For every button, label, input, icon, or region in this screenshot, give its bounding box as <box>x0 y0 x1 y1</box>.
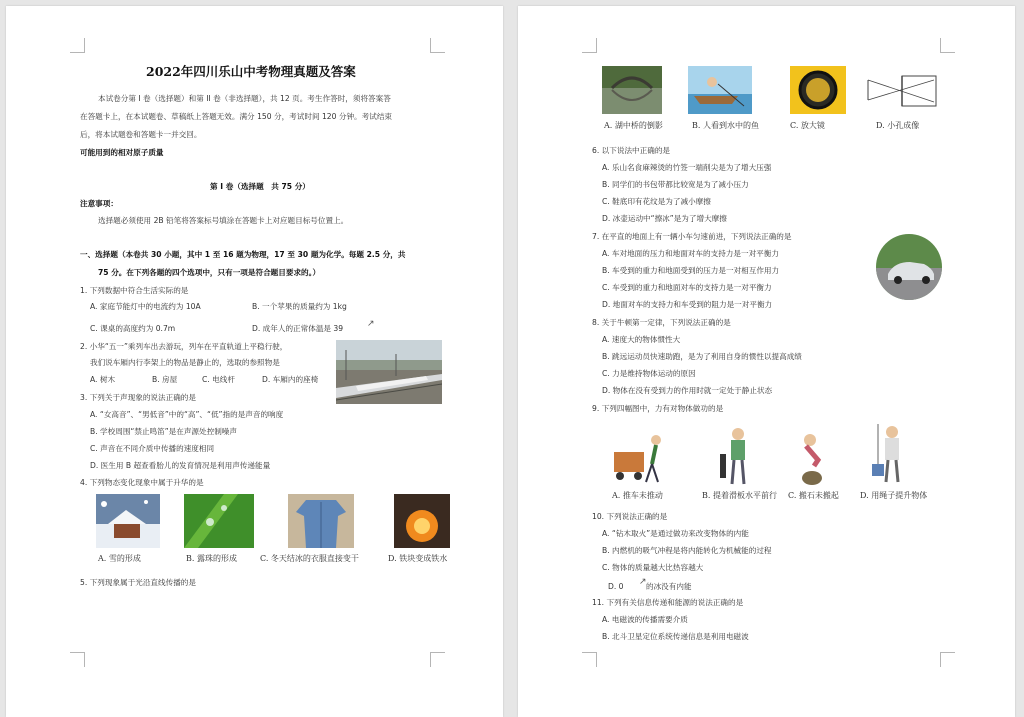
question-11: 11. 下列有关信息传递和能源的说法正确的是 <box>592 598 744 607</box>
option: B. 学校周围“禁止鸣笛”是在声源处控制噪声 <box>90 427 237 436</box>
option: 的冰没有内能 <box>646 582 692 591</box>
pinhole-diagram <box>864 72 940 110</box>
section-heading: 第 I 卷（选择题 共 75 分） <box>210 182 310 191</box>
option: A. 树木 <box>90 375 116 384</box>
option: D. 0 <box>608 582 624 591</box>
option: D. 冰壶运动中“擦冰”是为了增大摩擦 <box>602 214 727 223</box>
frozen-clothes-photo <box>288 494 354 548</box>
document-page-1 <box>6 6 503 717</box>
train-photo <box>336 340 442 404</box>
option: D. 医生用 B 超查看胎儿的发育情况是利用声传递能量 <box>90 461 271 470</box>
option: A. “女高音”、“男低音”中的“高”、“低”指的是声音的响度 <box>90 410 284 419</box>
crop-mark <box>582 38 597 53</box>
option: D. 物体在没有受到力的作用时就一定处于静止状态 <box>602 386 773 395</box>
option: A. 乐山名食麻辣烫的竹签一端削尖是为了增大压强 <box>602 163 772 172</box>
question-2: 2. 小华“五一”乘列车出去游玩，列车在平直轨道上平稳行驶， <box>80 342 288 351</box>
part-heading: 一、选择题（本卷共 30 小题，其中 1 至 16 题为物理，17 至 30 题为化学。每题 2.5 分，共 <box>80 250 406 259</box>
carry-skateboard-illustration <box>716 426 762 486</box>
part-heading: 75 分。在下列各题的四个选项中，只有一项是符合题目要求的。） <box>98 268 321 277</box>
crop-mark <box>940 38 955 53</box>
option: D. 铁块变成铁水 <box>388 554 448 563</box>
option: D. 成年人的正常体温是 39 <box>252 324 344 333</box>
intro-text: 本试卷分第 I 卷（选择题）和第 II 卷（非选择题），共 12 页。考生作答时，须将答案答 <box>98 94 391 103</box>
option: D. 车厢内的座椅 <box>262 375 319 384</box>
question-4: 4. 下列物态变化现象中属于升华的是 <box>80 478 204 487</box>
crop-mark <box>582 652 597 667</box>
magnifier-photo <box>790 66 846 114</box>
car-photo <box>876 234 942 300</box>
option: B. 内燃机的吸气冲程是将内能转化为机械能的过程 <box>602 546 772 555</box>
option: B. 同学们的书包带都比较宽是为了减小压力 <box>602 180 749 189</box>
question-9: 9. 下列四幅图中，力有对物体做功的是 <box>592 404 724 413</box>
option: B. 北斗卫星定位系统传递信息是利用电磁波 <box>602 632 749 641</box>
crop-mark <box>430 652 445 667</box>
option: D. 地面对车的支持力和车受到的阻力是一对平衡力 <box>602 300 773 309</box>
option: B. 房屋 <box>152 375 178 384</box>
atomic-mass-heading: 可能用到的相对原子质量 <box>80 148 164 157</box>
crop-mark <box>430 38 445 53</box>
option: A. 推车未推动 <box>612 491 663 500</box>
notes-heading: 注意事项： <box>80 199 118 208</box>
question-3: 3. 下列关于声现象的说法正确的是 <box>80 393 196 402</box>
option: B. 车受到的重力和地面受到的压力是一对相互作用力 <box>602 266 780 275</box>
fish-in-water-photo <box>688 66 752 114</box>
notes-text: 选择题必须使用 2B 铅笔将答案标号填涂在答题卡上对应题目标号位置上。 <box>98 216 349 225</box>
option: C. 声音在不同介质中传播的速度相同 <box>90 444 215 453</box>
intro-text: 后，将本试题卷和答题卡一并交回。 <box>80 130 202 139</box>
question-10: 10. 下列说法正确的是 <box>592 512 668 521</box>
page-title: 2022年四川乐山中考物理真题及答案 <box>146 64 356 79</box>
option: D. 小孔成像 <box>876 121 920 130</box>
option: A. 速度大的物体惯性大 <box>602 335 681 344</box>
option: C. 力是维持物体运动的原因 <box>602 369 696 378</box>
option: D. 用绳子提升物体 <box>860 491 928 500</box>
option: B. 一个苹果的质量约为 1kg <box>252 302 347 311</box>
option: C. 搬石未搬起 <box>788 491 839 500</box>
intro-text: 在答题卡上，在本试题卷、草稿纸上答题无效。满分 150 分，考试时间 120 分钟。考试结束 <box>80 112 393 121</box>
option: A. 雪的形成 <box>98 554 141 563</box>
option: C. 鞋底印有花纹是为了减小摩擦 <box>602 197 711 206</box>
option: C. 冬天结冰的衣服直接变干 <box>260 554 359 563</box>
option: B. 露珠的形成 <box>186 554 237 563</box>
snow-photo <box>96 494 160 548</box>
option: A. 电磁波的传播需要介质 <box>602 615 688 624</box>
question-2: 我们说车厢内行李架上的物品是静止的，选取的参照物是 <box>90 358 280 367</box>
option: C. 电线杆 <box>202 375 235 384</box>
option: B. 人看到水中的鱼 <box>692 121 759 130</box>
rope-lift-illustration <box>868 420 912 486</box>
push-cart-illustration <box>612 430 676 486</box>
option: C. 课桌的高度约为 0.7m <box>90 324 176 333</box>
question-1: 1. 下列数据中符合生活实际的是 <box>80 286 189 295</box>
crop-mark <box>70 38 85 53</box>
document-page-2 <box>518 6 1015 717</box>
option: A. 家庭节能灯中的电流约为 10A <box>90 302 201 311</box>
crop-mark <box>70 652 85 667</box>
dew-photo <box>184 494 254 548</box>
option: B. 提着滑板水平前行 <box>702 491 777 500</box>
cursor-icon: ↗ <box>367 319 375 329</box>
option: C. 放大镜 <box>790 121 825 130</box>
question-7: 7. 在平直的地面上有一辆小车匀速前进，下列说法正确的是 <box>592 232 792 241</box>
molten-iron-photo <box>394 494 450 548</box>
option: C. 物体的质量越大比热容越大 <box>602 563 704 572</box>
option: A. 湖中桥的倒影 <box>604 121 663 130</box>
option: A. “钻木取火”是通过做功来改变物体的内能 <box>602 529 749 538</box>
option: B. 跳远运动员快速助跑，是为了利用自身的惯性以提高成绩 <box>602 352 802 361</box>
cursor-icon: ↗ <box>639 577 647 587</box>
crop-mark <box>940 652 955 667</box>
option: A. 车对地面的压力和地面对车的支持力是一对平衡力 <box>602 249 779 258</box>
question-8: 8. 关于牛顿第一定律，下列说法正确的是 <box>592 318 731 327</box>
lift-stone-illustration <box>788 430 838 486</box>
question-6: 6. 以下说法中正确的是 <box>592 146 671 155</box>
question-5: 5. 下列现象属于光沿直线传播的是 <box>80 578 196 587</box>
option: C. 车受到的重力和地面对车的支持力是一对平衡力 <box>602 283 772 292</box>
bridge-reflection-photo <box>602 66 662 114</box>
